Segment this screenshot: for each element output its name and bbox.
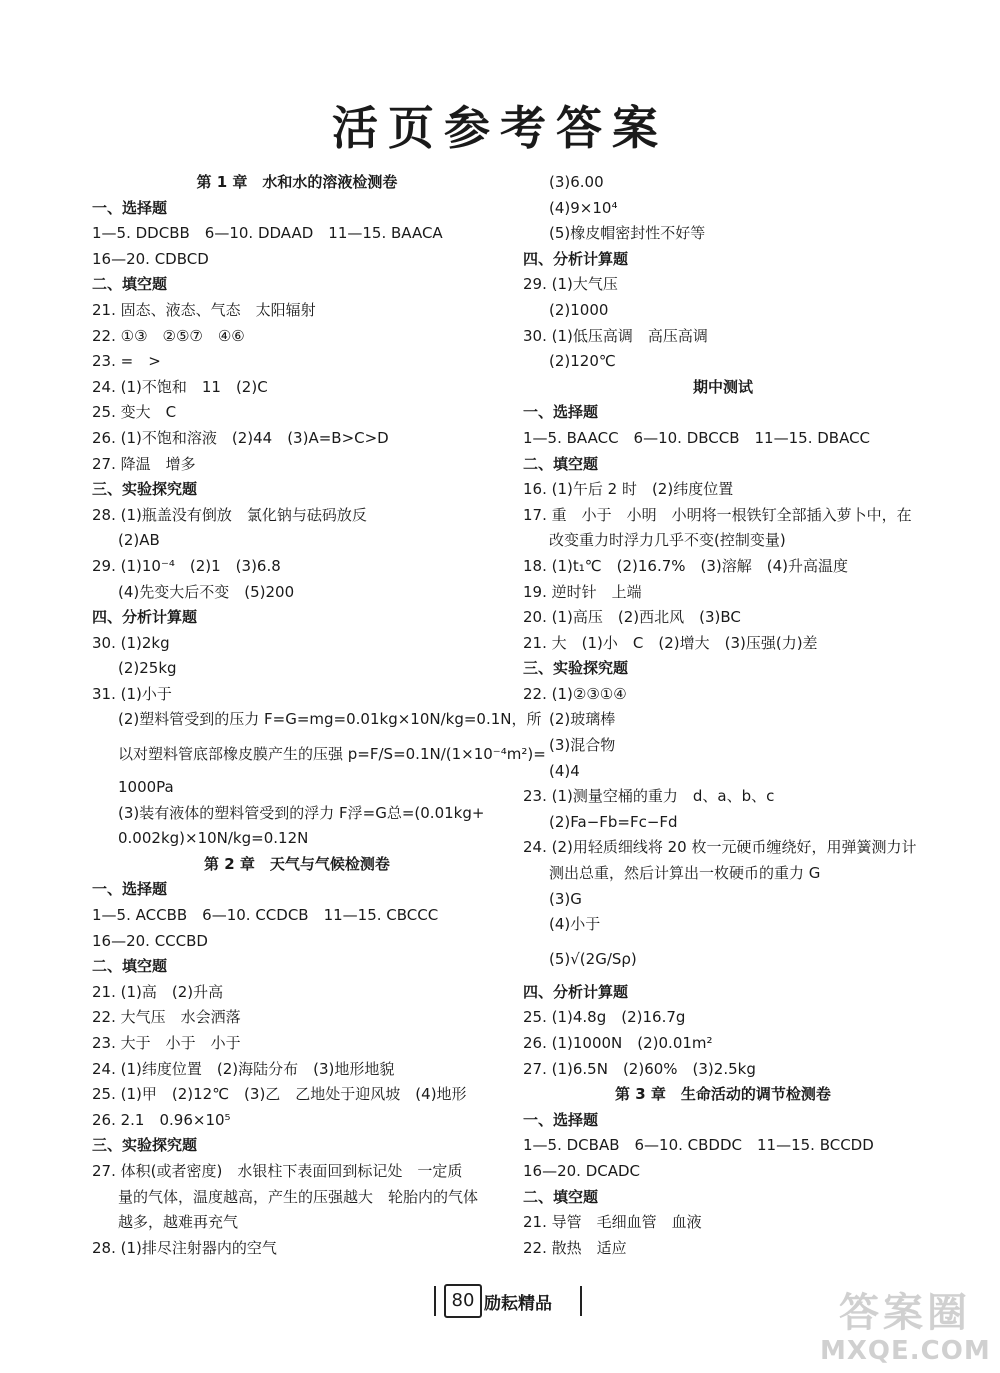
left-column bbox=[92, 170, 546, 1261]
answer-line: 16—20. CDBCD bbox=[92, 249, 209, 268]
answer-line: (4)先变大后不变 (5)200 bbox=[118, 582, 295, 601]
answer-line: 1—5. BAACC 6—10. DBCCB 11—15. DBACC bbox=[523, 428, 871, 447]
answer-line: 28. (1)瓶盖没有倒放 氯化钠与砝码放反 bbox=[92, 505, 367, 524]
answer-line: 23. 大于 小于 小于 bbox=[92, 1034, 241, 1052]
answer-line: 1—5. ACCBB 6—10. CCDCB 11—15. CBCCC bbox=[92, 906, 439, 925]
answer-line: 16—20. DCADC bbox=[523, 1161, 641, 1180]
answer-line: 22. 散热 适应 bbox=[523, 1238, 627, 1257]
answer-line: 22. 大气压 水会洒落 bbox=[92, 1008, 241, 1027]
answer-line: 21. 大 (1)小 C (2)增大 (3)压强(力)差 bbox=[523, 633, 818, 652]
answer-line: 22. ①③ ②⑤⑦ ④⑥ bbox=[92, 326, 245, 345]
answer-line: 29. (1)10⁻⁴ (2)1 (3)6.8 bbox=[92, 556, 281, 575]
answer-line: 越多，越难再充气 bbox=[118, 1213, 239, 1232]
watermark bbox=[820, 1290, 990, 1370]
page-number: 80 bbox=[444, 1284, 482, 1318]
answer-line: (2)1000 bbox=[549, 300, 609, 319]
section-heading: 四、分析计算题 bbox=[92, 608, 198, 627]
answer-line: 23. (1)测量空桶的重力 d、a、b、c bbox=[523, 787, 775, 806]
footer-brand: 励耘精品 bbox=[484, 1294, 552, 1314]
answer-line: (3)混合物 bbox=[549, 736, 616, 755]
answer-line: 测出总重，然后计算出一枚硬币的重力 G bbox=[549, 864, 821, 883]
answer-line: 21. 固态、液态、气态 太阳辐射 bbox=[92, 300, 316, 319]
answer-line: 25. (1)甲 (2)12℃ (3)乙 乙地处于迎风坡 (4)地形 bbox=[92, 1085, 467, 1104]
section-heading: 二、填空题 bbox=[92, 275, 168, 294]
answer-line: 22. (1)②③①④ bbox=[523, 684, 627, 703]
answer-line: (3)装有液体的塑料管受到的浮力 F浮=G总=(0.01kg+ bbox=[118, 803, 485, 822]
section-heading: 四、分析计算题 bbox=[523, 249, 629, 268]
answer-line: 1000Pa bbox=[118, 778, 174, 797]
answer-line: 0.002kg)×10N/kg=0.12N bbox=[118, 829, 309, 848]
page-title: 活页参考答案 bbox=[332, 101, 668, 155]
chapter-heading: 第 1 章 水和水的溶液检测卷 bbox=[196, 173, 398, 191]
answer-line: 26. (1)1000N (2)0.01m² bbox=[523, 1034, 713, 1052]
watermark-line2: MXQE.COM bbox=[820, 1336, 991, 1366]
answer-line: 16. (1)午后 2 时 (2)纬度位置 bbox=[523, 480, 734, 499]
section-heading: 一、选择题 bbox=[523, 403, 599, 422]
answer-line: 17. 重 小于 小明 小明将一根铁钉全部插入萝卜中，在 bbox=[523, 505, 912, 524]
section-heading: 一、选择题 bbox=[523, 1110, 599, 1129]
answer-line: (2)25kg bbox=[118, 659, 177, 678]
answer-line: (2)120℃ bbox=[549, 352, 616, 371]
answer-line: 25. 变大 C bbox=[92, 403, 177, 422]
answer-line: 27. 降温 增多 bbox=[92, 454, 196, 473]
answer-line: 量的气体，温度越高，产生的压强越大 轮胎内的气体 bbox=[118, 1187, 479, 1206]
section-heading: 一、选择题 bbox=[92, 880, 168, 899]
answer-line: (3)G bbox=[549, 889, 582, 908]
section-heading: 三、实验探究题 bbox=[92, 480, 198, 499]
answer-line: 29. (1)大气压 bbox=[523, 275, 618, 294]
answer-line: 19. 逆时针 上端 bbox=[523, 582, 642, 601]
answer-line: 25. (1)4.8g (2)16.7g bbox=[523, 1008, 686, 1027]
answer-line: 30. (1)低压高调 高压高调 bbox=[523, 326, 708, 345]
answer-line: (2)AB bbox=[118, 531, 160, 550]
answer-line: (2)Fa−Fb=Fc−Fd bbox=[549, 812, 678, 831]
section-heading: 四、分析计算题 bbox=[523, 982, 629, 1001]
answer-line: 27. (1)6.5N (2)60% (3)2.5kg bbox=[523, 1059, 756, 1078]
section-heading: 二、填空题 bbox=[92, 957, 168, 976]
answer-line: 21. (1)高 (2)升高 bbox=[92, 982, 224, 1001]
section-heading: 二、填空题 bbox=[523, 1187, 599, 1206]
answer-line: 26. 2.1 0.96×10⁵ bbox=[92, 1110, 231, 1129]
answer-line: 18. (1)t₁℃ (2)16.7% (3)溶解 (4)升高温度 bbox=[523, 556, 849, 575]
answer-line: (5)√(2G/Sρ) bbox=[549, 949, 637, 968]
answer-line: (4)小于 bbox=[549, 915, 601, 934]
footer-divider-right bbox=[580, 1286, 582, 1316]
answer-line: 26. (1)不饱和溶液 (2)44 (3)A=B>C>D bbox=[92, 428, 389, 447]
answer-line: (3)6.00 bbox=[549, 173, 604, 191]
answer-line: (2)玻璃棒 bbox=[549, 710, 616, 729]
answer-line: 30. (1)2kg bbox=[92, 633, 170, 652]
answer-line: 1—5. DDCBB 6—10. DDAAD 11—15. BAACA bbox=[92, 224, 443, 243]
chapter-heading: 第 2 章 天气与气候检测卷 bbox=[204, 854, 390, 873]
answer-line: 21. 导管 毛细血管 血液 bbox=[523, 1213, 702, 1232]
answer-line: 24. (1)纬度位置 (2)海陆分布 (3)地形地貌 bbox=[92, 1059, 395, 1078]
answer-line: 16—20. CCCBD bbox=[92, 931, 208, 950]
section-heading: 三、实验探究题 bbox=[523, 659, 629, 678]
chapter-heading: 第 3 章 生命活动的调节检测卷 bbox=[615, 1085, 831, 1104]
section-heading: 二、填空题 bbox=[523, 454, 599, 473]
answer-line: 28. (1)排尽注射器内的空气 bbox=[92, 1238, 277, 1257]
answer-line: (5)橡皮帽密封性不好等 bbox=[549, 224, 706, 243]
answer-line: 23. = > bbox=[92, 352, 161, 371]
answer-line: (2)塑料管受到的压力 F=G=mg=0.01kg×10N/kg=0.1N，所 bbox=[118, 710, 542, 729]
answer-line: 24. (2)用轻质细线将 20 枚一元硬币缠绕好，用弹簧测力计 bbox=[523, 838, 917, 857]
answer-line: 24. (1)不饱和 11 (2)C bbox=[92, 377, 268, 396]
answer-line: 27. 体积(或者密度) 水银柱下表面回到标记处 一定质 bbox=[92, 1161, 463, 1180]
answer-line: 31. (1)小于 bbox=[92, 684, 172, 703]
section-heading: 三、实验探究题 bbox=[92, 1136, 198, 1155]
answer-line: 以对塑料管底部橡皮膜产生的压强 p=F/S=0.1N/(1×10⁻⁴m²)= bbox=[118, 745, 546, 764]
answer-line: (4)4 bbox=[549, 761, 580, 780]
answer-line: 1—5. DCBAB 6—10. CBDDC 11—15. BCCDD bbox=[523, 1136, 874, 1155]
footer-divider-left bbox=[434, 1286, 436, 1316]
chapter-heading: 期中测试 bbox=[692, 377, 753, 396]
answer-line: (4)9×10⁴ bbox=[549, 198, 618, 217]
answer-line: 20. (1)高压 (2)西北风 (3)BC bbox=[523, 608, 741, 627]
answer-line: 改变重力时浮力几乎不变(控制变量) bbox=[549, 531, 786, 550]
watermark-line1: 答案圈 bbox=[839, 1290, 971, 1336]
right-column bbox=[523, 170, 923, 1261]
section-heading: 一、选择题 bbox=[92, 198, 168, 217]
